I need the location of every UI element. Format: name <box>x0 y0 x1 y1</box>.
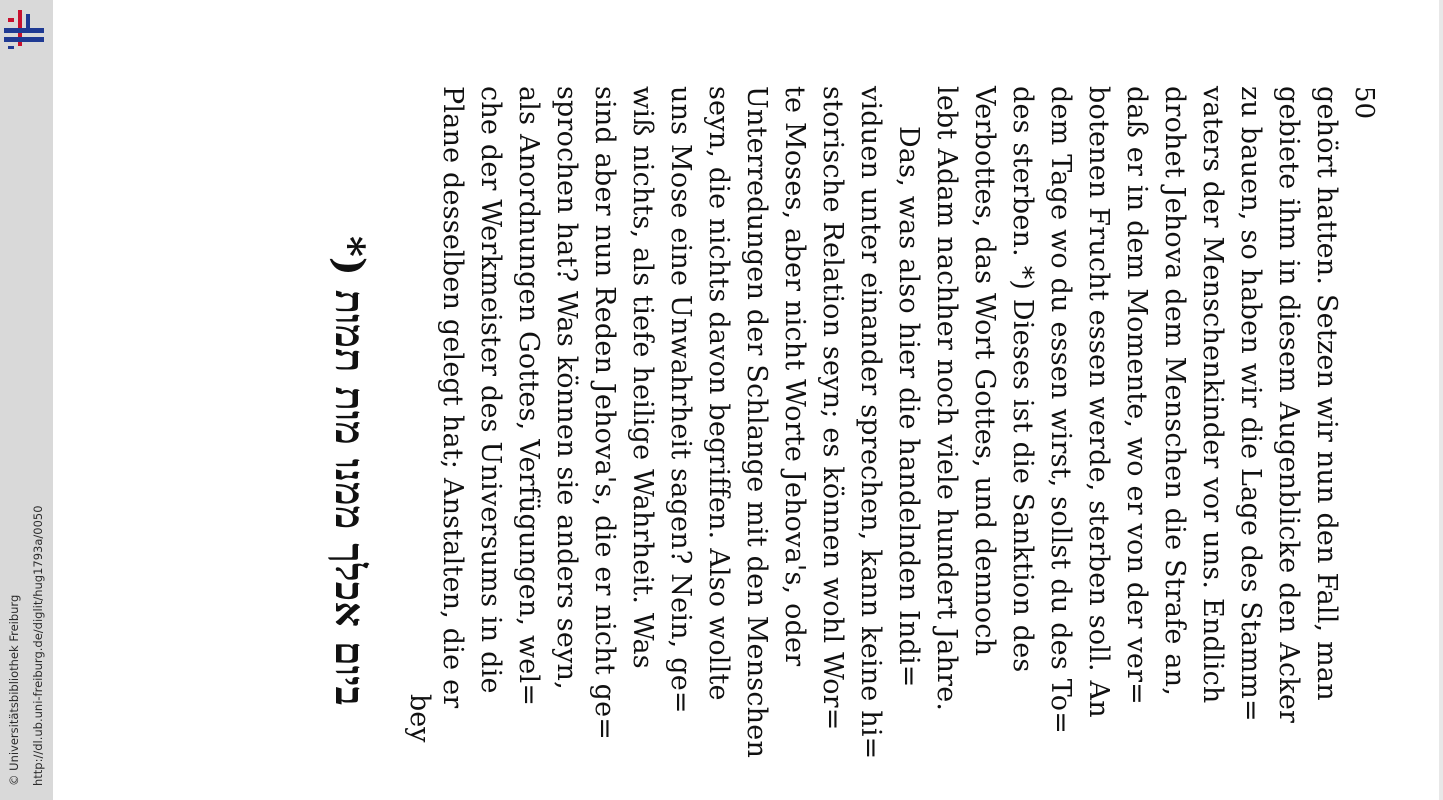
text-line: Das, was also hier die handelnden Indi= <box>893 126 924 688</box>
copyright-notice: © Universitätsbibliothek Freiburg <box>7 594 21 786</box>
text-line: sprochen hat? Was können sie anders seyn, <box>551 86 582 690</box>
text-line: uns Mose eine Unwahrheit sagen? Nein, ge= <box>665 86 696 714</box>
text-line: botenen Frucht essen werde, sterben soll. An <box>1083 86 1114 718</box>
text-line: vaters der Menschenkinder vor uns. Endlich <box>1197 86 1228 704</box>
page-number: 50 <box>1349 86 1379 120</box>
text-line: che der Werkmeister des Universums in die <box>475 86 506 694</box>
text-line: drohet Jehova dem Menschen die Strafe an, <box>1159 86 1190 697</box>
footnote-hebrew-text: ביום אכלך ממנו מות תמות <box>326 289 373 706</box>
text-line: gebiete ihm in diesem Augenblicke den Acker <box>1273 86 1304 724</box>
page-edge <box>1439 0 1443 800</box>
text-line: storische Relation seyn; es können wohl Wor= <box>817 86 848 731</box>
text-line: te Moses, aber nicht Worte Jehova's, oder <box>779 86 810 667</box>
rotated-page <box>303 86 1383 760</box>
footnote <box>326 236 373 706</box>
viewer-sidebar <box>0 0 53 800</box>
text-line: seyn, die nichts davon begriffen. Also wollte <box>703 86 734 701</box>
text-line: als Anordnungen Gottes, Verfügungen, wel= <box>513 86 544 707</box>
text-line: viduen unter einander sprechen, kann keine hi= <box>855 86 886 760</box>
text-line: lebt Adam nachher noch viele hundert Jahre. <box>931 86 962 712</box>
source-url[interactable]: http://dl.ub.uni-freiburg.de/diglit/hug1793a/0050 <box>31 505 45 786</box>
catchword: bey <box>404 694 435 743</box>
text-line: daß er in dem Momente, wo er von der ver= <box>1121 86 1152 705</box>
text-line: zu bauen, so haben wir die Lage des Stamm= <box>1235 86 1266 722</box>
footnote-marker: *) <box>326 236 373 276</box>
text-line: sind aber nun Reden Jehova's, die er nicht ge= <box>589 86 620 741</box>
text-line: Verbottes, das Wort Gottes, und dennoch <box>969 86 1000 657</box>
text-line: Plane desselben gelegt hat; Anstalten, die er <box>437 86 468 709</box>
text-line: dem Tage wo du essen wirst, sollst du des To= <box>1045 86 1076 735</box>
text-line: gehört hatten. Setzen wir nun den Fall, man <box>1311 86 1342 701</box>
text-line: wiß nichts, als tiefe heilige Wahrheit. Was <box>627 86 658 669</box>
page-scan <box>53 0 1443 800</box>
text-line: Unterredungen der Schlange mit den Menschen <box>741 86 772 759</box>
library-logo-icon[interactable] <box>2 6 46 50</box>
text-line: des sterben. *) Dieses ist die Sanktion des <box>1007 86 1038 673</box>
